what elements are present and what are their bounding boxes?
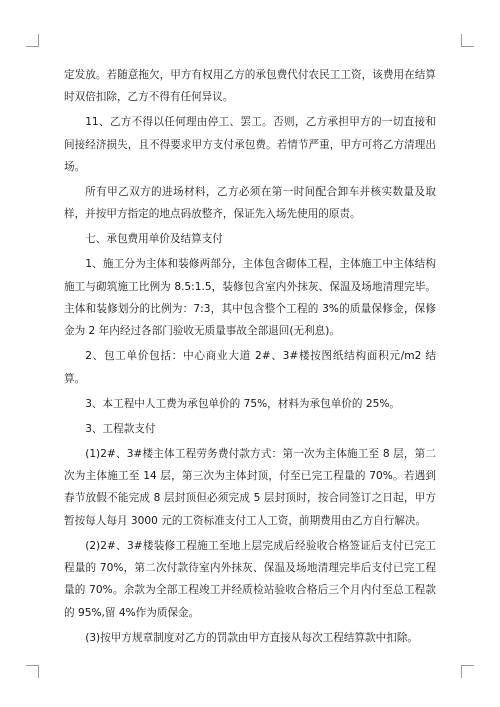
crop-mark-bottom-left [26, 665, 39, 678]
paragraph-item-1: 1、施工分为主体和装修两部分，主体包含砌体工程，主体施工中主体结构施工与砌筑施工比例为 8.5:1.5，装修包含室内外抹灰、保温及场地清理完毕。主体和装修划分的比例为：7:3，其中包含整个工程的 3%的质量保修金，保修金为 2 年内经过各部门验收无质量事故全部退回(无利息)。 [64, 258, 436, 338]
section-heading-7: 七、承包费用单价及结算支付 [85, 233, 223, 246]
crop-mark-top-right [461, 34, 474, 47]
paragraph-payment-1: (1)2#、3#楼主体工程劳务费付款方式：第一次为主体施工至 8 层，第二次为主体施工至 14 层，第三次为主体封顶，付至已完工程量的 70%。若遇到春节放假不能完成 8 层封顶但必须完成 5 层封顶时，按合同签订之日起，甲方暂按每人每月 3000 元的工资标准支付工人工资，前期费用由乙方自行解决。 [64, 447, 436, 527]
paragraph-materials: 所有甲乙双方的进场材料，乙方必须在第一时间配合卸车并核实数量及取样，并按甲方指定的地点码放整齐，保证先入场先使用的原责。 [64, 186, 436, 221]
paragraph-item-3-labor-ratio: 3、本工程中人工费为承包单价的 75%，材料为承包单价的 25%。 [85, 397, 401, 410]
paragraph-clause-11: 11、乙方不得以任何理由停工、罢工。否则，乙方承担甲方的一切直接和间接经济损失，且不得要求甲方支付承包费。若情节严重，甲方可将乙方清理出场。 [64, 116, 436, 174]
paragraph-item-3-payment-heading: 3、工程款支付 [85, 422, 156, 435]
paragraph-item-2: 2、包工单价包括：中心商业大道 2#、3#楼按图纸结构面积元/m2 结算。 [64, 350, 436, 385]
paragraph-wage-payment-tail: 定发放。若随意拖欠，甲方有权用乙方的承包费代付农民工工资，该费用在结算时双倍扣除，乙方不得有任何异议。 [64, 69, 436, 104]
paragraph-payment-2: (2)2#、3#楼装修工程施工至地上层完成后经验收合格签证后支付已完工程量的 70%，第二次付款待室内外抹灰、保温及场地清理完毕后支付已完工程量的 70%。余款为全部工程竣工并经质检站验收合格后三个月内付至总工程款的 95%,留 4%作为质保金。 [64, 539, 436, 619]
paragraph-payment-3: (3)按甲方规章制度对乙方的罚款由甲方直接从每次工程结算款中扣除。 [85, 631, 419, 644]
crop-mark-top-left [26, 34, 39, 47]
document-body [64, 64, 436, 652]
crop-mark-bottom-right [461, 665, 474, 678]
